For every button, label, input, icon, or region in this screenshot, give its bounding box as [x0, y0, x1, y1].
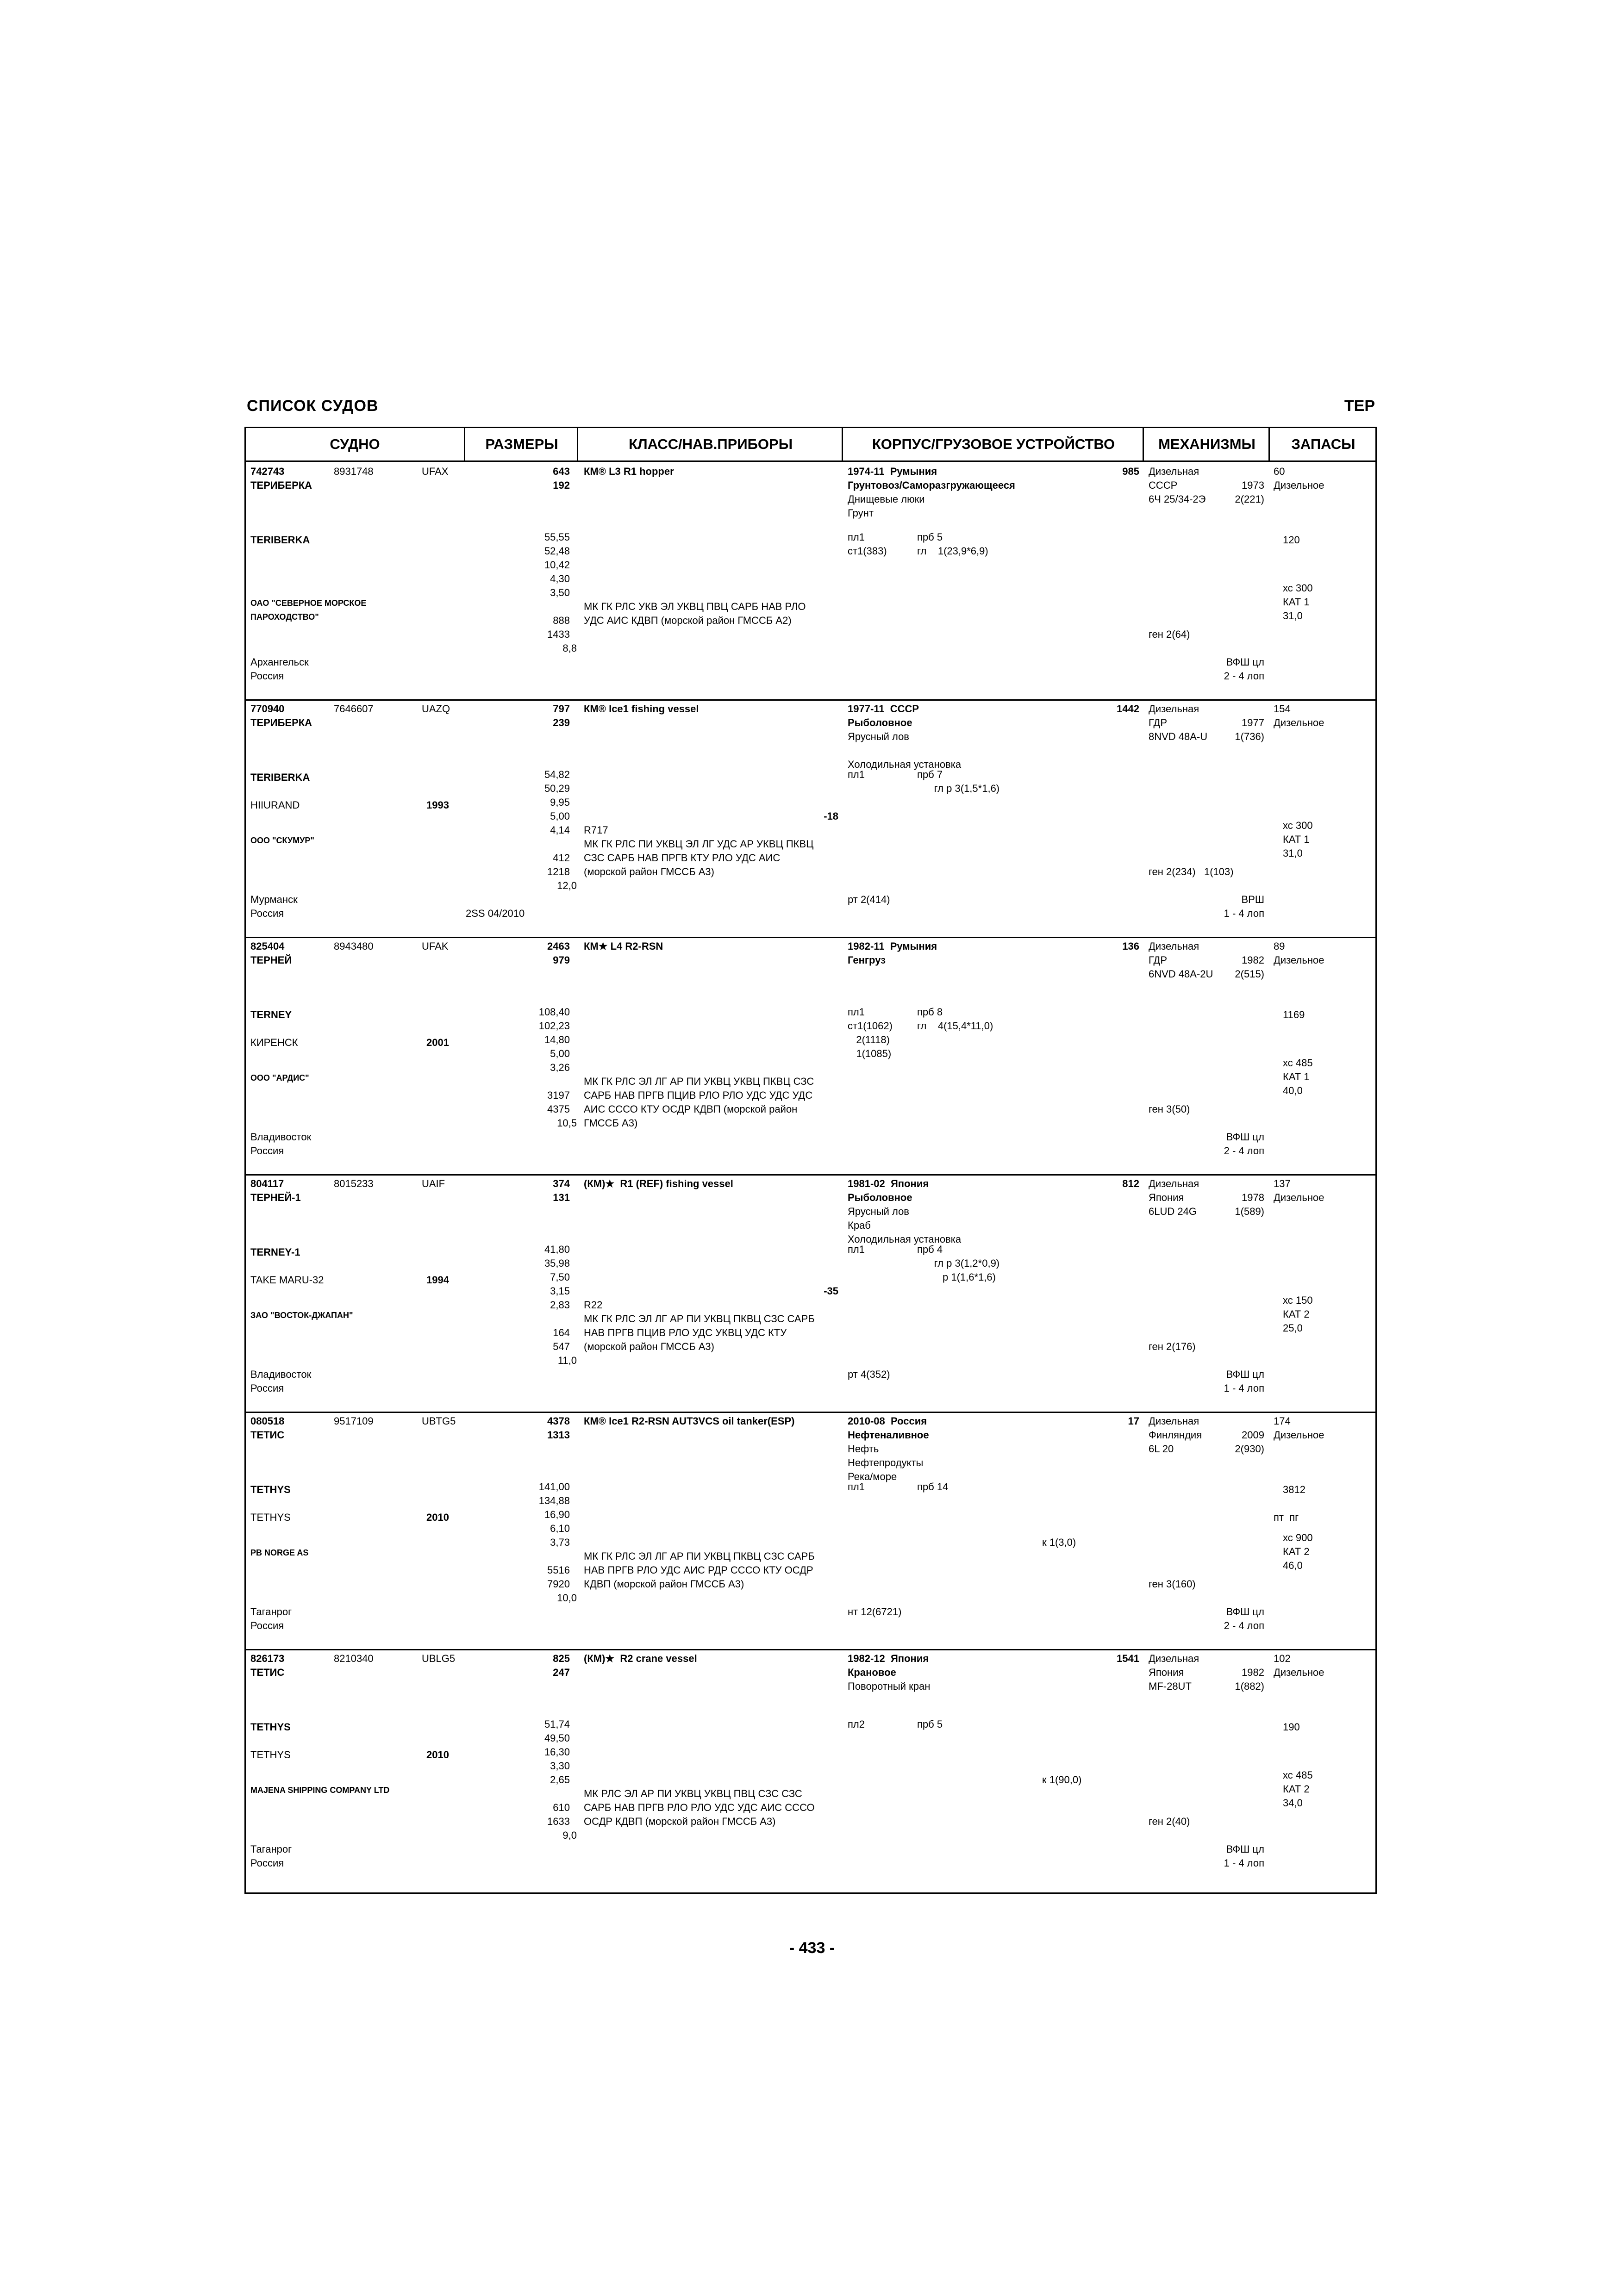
- flag: Россия: [250, 670, 284, 682]
- deadweight-value: 5516: [547, 1564, 570, 1576]
- dimension-value: 5,00: [550, 810, 570, 822]
- propeller: ВРШ: [1241, 894, 1264, 905]
- engine-power: 2(515): [1235, 968, 1264, 980]
- flag: Россия: [250, 1857, 284, 1869]
- nav-equipment: МК ГК РЛС ПИ УКВЦ ЭЛ ЛГ УДС АР УКВЦ ПКВЦ СЗС САРБ НАВ ПРГВ КТУ РЛО УДС АИС (морской район ГМССБ А3): [584, 838, 814, 877]
- fuel-stock: 154 Дизельное: [1274, 703, 1324, 728]
- deadweight-value: 610: [553, 1802, 570, 1813]
- builder-number: 136: [1122, 940, 1139, 952]
- engine-info: Дизельная Япония 6LUD 24G: [1149, 1178, 1199, 1217]
- imo-number: 8943480: [334, 940, 374, 952]
- engine-info: Дизельная Финляндия 6L 20: [1149, 1415, 1202, 1455]
- call-sign: UAIF: [422, 1178, 445, 1189]
- vessel-name-latin: TERIBERKA: [250, 772, 310, 783]
- dimension-value: 49,50: [544, 1732, 570, 1744]
- vessel-record: [246, 1174, 1375, 1413]
- engine-power: 1(736): [1235, 731, 1264, 742]
- crew-stock: хс 485 КАТ 2 34,0: [1283, 1769, 1313, 1809]
- stock-extra: пт пг: [1274, 1512, 1299, 1523]
- tank-capacity: рт 2(414): [848, 894, 890, 905]
- dimension-value: 5,00: [550, 1048, 570, 1059]
- engine-power: 2(930): [1235, 1443, 1264, 1455]
- former-name: TAKE MARU-32: [250, 1274, 324, 1286]
- former-name: TETHYS: [250, 1512, 291, 1523]
- builder-number: 1442: [1117, 703, 1139, 715]
- dimension-value: 102,23: [538, 1020, 570, 1032]
- owner: PB NORGE AS: [250, 1548, 309, 1557]
- dimension-value: 3,73: [550, 1537, 570, 1548]
- engine-info: Дизельная ГДР 6NVD 48A-2U: [1149, 940, 1213, 980]
- hull-type: Нефть: [848, 1443, 879, 1455]
- former-year: 1994: [426, 1274, 449, 1286]
- hatches: прб 7 гл р 3(1,5*1,6): [917, 769, 1000, 794]
- dimension-value: 6,10: [550, 1523, 570, 1534]
- engine-info: Дизельная ГДР 8NVD 48A-U: [1149, 703, 1208, 742]
- header-stock: ЗАПАСЫ: [1268, 428, 1377, 460]
- vessel-name-latin: TERIBERKA: [250, 534, 310, 546]
- crew-stock: хс 150 КАТ 2 25,0: [1283, 1294, 1313, 1334]
- vessel-name: ТЕТИС: [250, 1429, 285, 1441]
- nav-equipment: МК ГК РЛС ЭЛ ЛГ АР ПИ УКВЦ ПКВЦ СЗС САРБ НАВ ПРГВ РЛО УДС АИС РДР СССО КТУ ОСДР КДВП (морской район ГМССБ А3): [584, 1550, 815, 1590]
- reg-number: 826173: [250, 1653, 285, 1664]
- deadweight-value: 1433: [547, 628, 570, 640]
- speed-value: 10,0: [557, 1592, 577, 1604]
- call-sign: UAZQ: [422, 703, 450, 715]
- deadweight-value: 412: [553, 852, 570, 864]
- former-name: TETHYS: [250, 1749, 291, 1761]
- call-sign: UFAX: [422, 466, 449, 477]
- fuel-stock: 174 Дизельное: [1274, 1415, 1324, 1441]
- hull-type: Днищевые люки: [848, 493, 925, 505]
- hatches: прб 14: [917, 1481, 949, 1493]
- flag: Россия: [250, 1382, 284, 1394]
- generators: ген 2(64): [1149, 628, 1190, 640]
- vessel-name-latin: TETHYS: [250, 1484, 291, 1495]
- engine-power: 1(882): [1235, 1680, 1264, 1692]
- hull-type: Поворотный кран: [848, 1680, 931, 1692]
- former-year: 2010: [426, 1512, 449, 1523]
- speed-value: 8,8: [562, 642, 577, 654]
- home-port: Архангельск: [250, 656, 309, 668]
- vessel-record: [246, 1649, 1375, 1886]
- generators: ген 2(234) 1(103): [1149, 866, 1234, 877]
- header-vessel: СУДНО: [330, 436, 380, 452]
- vessel-record: [246, 937, 1375, 1176]
- propeller-blades: 1 - 4 лоп: [1224, 908, 1264, 919]
- vessel-name-latin: TERNEY-1: [250, 1246, 300, 1258]
- deadweight-value: 547: [553, 1341, 570, 1352]
- dimension-value: 4,14: [550, 824, 570, 836]
- engine-power: 1(589): [1235, 1206, 1264, 1217]
- vessel-record: [246, 699, 1375, 938]
- hatches: прб 5: [917, 1718, 943, 1730]
- dimension-value: 35,98: [544, 1257, 570, 1269]
- former-year: 2001: [426, 1037, 449, 1048]
- gross-tonnage: 825: [553, 1653, 570, 1664]
- propeller: ВФШ цл: [1226, 1369, 1264, 1380]
- ice-temperature: -35: [824, 1285, 838, 1297]
- engine-year: 1982: [1242, 1667, 1264, 1678]
- generators: ген 3(160): [1149, 1578, 1196, 1590]
- dimension-value: 4,30: [550, 573, 570, 585]
- crew-stock: хс 900 КАТ 2 46,0: [1283, 1532, 1313, 1571]
- ice-temperature: -18: [824, 810, 838, 822]
- hull-type: Нефтепродукты: [848, 1457, 924, 1468]
- crane-info: к 1(3,0): [1042, 1537, 1076, 1548]
- refrigerant: R717: [584, 824, 608, 836]
- dimension-value: 2,65: [550, 1774, 570, 1786]
- home-port: Таганрог: [250, 1843, 292, 1855]
- hull-type: Генгруз: [848, 954, 886, 966]
- propeller-blades: 2 - 4 лоп: [1224, 1145, 1264, 1157]
- engine-info: Дизельная Япония MF-28UT: [1149, 1653, 1199, 1692]
- imo-number: 7646607: [334, 703, 374, 715]
- propeller-blades: 2 - 4 лоп: [1224, 1620, 1264, 1631]
- speed-value: 11,0: [557, 1355, 577, 1366]
- net-tonnage: 131: [553, 1192, 570, 1203]
- decks-holds: пл2: [848, 1718, 865, 1730]
- gross-tonnage: 2463: [547, 940, 570, 952]
- header-mech: МЕХАНИЗМЫ: [1143, 428, 1270, 460]
- class-notation: (КМ)★ R2 crane vessel: [584, 1653, 697, 1664]
- dimension-value: 16,90: [544, 1509, 570, 1520]
- dimension-value: 3,15: [550, 1285, 570, 1297]
- class-notation: КМ® L3 R1 hopper: [584, 466, 674, 477]
- hull-type: Нефтеналивное: [848, 1429, 929, 1441]
- engine-year: 2009: [1242, 1429, 1264, 1441]
- net-tonnage: 247: [553, 1667, 570, 1678]
- reg-number: 825404: [250, 940, 285, 952]
- hull-type: Холодильная установка: [848, 759, 962, 770]
- engine-year: 1973: [1242, 479, 1264, 491]
- imo-number: 8015233: [334, 1178, 374, 1189]
- propeller: ВФШ цл: [1226, 1843, 1264, 1855]
- decks-holds: пл1: [848, 1244, 865, 1255]
- vessel-name: ТЕТИС: [250, 1667, 285, 1678]
- gross-tonnage: 374: [553, 1178, 570, 1189]
- reg-number: 804117: [250, 1178, 284, 1189]
- build-info: 1974-11 Румыния: [848, 466, 937, 477]
- fuel-stock: 60 Дизельное: [1274, 466, 1324, 491]
- builder-number: 985: [1122, 466, 1139, 477]
- former-year: 2010: [426, 1749, 449, 1761]
- vessel-name-latin: TERNEY: [250, 1009, 292, 1020]
- dimension-value: 108,40: [538, 1006, 570, 1018]
- build-info: 2010-08 Россия: [848, 1415, 927, 1427]
- nav-equipment: МК ГК РЛС УКВ ЭЛ УКВЦ ПВЦ САРБ НАВ РЛО УДС АИС КДВП (морской район ГМССБ А2): [584, 601, 806, 626]
- dimension-value: 3,26: [550, 1062, 570, 1073]
- build-info: 1977-11 СССР: [848, 703, 919, 715]
- dimension-value: 14,80: [544, 1034, 570, 1045]
- flag: Россия: [250, 908, 284, 919]
- nav-equipment: МК ГК РЛС ЭЛ ЛГ АР ПИ УКВЦ ПКВЦ СЗС САРБ НАВ ПРГВ ПЦИВ РЛО УДС УКВЦ УДС КТУ (морской район ГМССБ А3): [584, 1313, 815, 1352]
- engine-info: Дизельная СССР 6Ч 25/34-2Э: [1149, 466, 1206, 505]
- fuel-stock: 102 Дизельное: [1274, 1653, 1324, 1678]
- nav-equipment: МК ГК РЛС ЭЛ ЛГ АР ПИ УКВЦ УКВЦ ПКВЦ СЗС САРБ НАВ ПРГВ ПЦИВ РЛО РЛО УДС УДС УДС АИС СССО КТУ ОСДР КДВП (морской район ГМССБ А3): [584, 1076, 814, 1129]
- owner: ЗАО "ВОСТОК-ДЖАПАН": [250, 1311, 353, 1320]
- header-hull: КОРПУС/ГРУЗОВОЕ УСТРОЙСТВО: [842, 428, 1144, 460]
- owner: ООО "СКУМУР": [250, 836, 314, 845]
- class-notation: (КМ)★ R1 (REF) fishing vessel: [584, 1178, 733, 1189]
- flag: Россия: [250, 1620, 284, 1631]
- speed-value: 9,0: [562, 1829, 577, 1841]
- hatches: прб 8 гл 4(15,4*11,0): [917, 1006, 993, 1032]
- speed-value: 12,0: [557, 880, 577, 891]
- call-sign: UBLG5: [422, 1653, 456, 1664]
- former-name: КИРЕНСК: [250, 1037, 298, 1048]
- nav-equipment: МК РЛС ЭЛ АР ПИ УКВЦ УКВЦ ПВЦ СЗС СЗС САРБ НАВ ПРГВ РЛО РЛО УДС УДС АИС СССО ОСДР КДВП (морской район ГМССБ А3): [584, 1788, 815, 1827]
- generators: ген 2(176): [1149, 1341, 1196, 1352]
- hull-type: Рыболовное: [848, 717, 912, 728]
- speed-value: 10,5: [557, 1117, 577, 1129]
- reg-number: 770940: [250, 703, 285, 715]
- builder-number: 812: [1122, 1178, 1139, 1189]
- ship-table: [244, 427, 1377, 1894]
- builder-number: 1541: [1117, 1653, 1139, 1664]
- owner: ООО "АРДИС": [250, 1073, 309, 1083]
- tank-stock: 3812: [1283, 1484, 1305, 1495]
- build-info: 1982-12 Япония: [848, 1653, 929, 1664]
- propeller: ВФШ цл: [1226, 1131, 1264, 1143]
- hull-type: Краб: [848, 1220, 871, 1231]
- net-tonnage: 979: [553, 954, 570, 966]
- dimension-value: 51,74: [544, 1718, 570, 1730]
- survey-note: 2SS 04/2010: [466, 908, 525, 919]
- dimension-value: 41,80: [544, 1244, 570, 1255]
- dimension-value: 10,42: [544, 559, 570, 571]
- former-name: HIIURAND: [250, 799, 300, 811]
- dimension-value: 52,48: [544, 545, 570, 557]
- generators: ген 3(50): [1149, 1103, 1190, 1115]
- imo-number: 8931748: [334, 466, 374, 477]
- builder-number: 17: [1128, 1415, 1139, 1427]
- crane-info: к 1(90,0): [1042, 1774, 1082, 1786]
- dimension-value: 9,95: [550, 796, 570, 808]
- refrigerant: R22: [584, 1299, 603, 1311]
- build-info: 1982-11 Румыния: [848, 940, 937, 952]
- dimension-value: 7,50: [550, 1271, 570, 1283]
- reg-number: 742743: [250, 466, 285, 477]
- table-header: [246, 428, 1375, 462]
- vessel-record: [246, 1412, 1375, 1650]
- tank-stock: 120: [1283, 534, 1300, 546]
- deadweight-value: 1218: [547, 866, 570, 877]
- gross-tonnage: 643: [553, 466, 570, 477]
- decks-holds: пл1 ст1(1062) 2(1118) 1(1085): [848, 1006, 893, 1059]
- vessel-name: ТЕРИБЕРКА: [250, 479, 312, 491]
- crew-stock: хс 300 КАТ 1 31,0: [1283, 582, 1313, 622]
- dimension-value: 16,30: [544, 1746, 570, 1758]
- dimension-value: 141,00: [538, 1481, 570, 1493]
- dimension-value: 3,30: [550, 1760, 570, 1772]
- vessel-name: ТЕРНЕЙ: [250, 954, 292, 966]
- owner: MAJENA SHIPPING COMPANY LTD: [250, 1786, 390, 1795]
- class-notation: КМ★ L4 R2-RSN: [584, 940, 663, 952]
- former-year: 1993: [426, 799, 449, 811]
- dimension-value: 55,55: [544, 531, 570, 543]
- reg-number: 080518: [250, 1415, 285, 1427]
- hatches: прб 4 гл р 3(1,2*0,9) р 1(1,6*1,6): [917, 1244, 1000, 1283]
- deadweight-value: 164: [553, 1327, 570, 1338]
- tank-capacity: нт 12(6721): [848, 1606, 902, 1618]
- hull-type: Грунтовоз/Саморазгружающееся: [848, 479, 1015, 491]
- imo-number: 8210340: [334, 1653, 374, 1664]
- net-tonnage: 192: [553, 479, 570, 491]
- flag: Россия: [250, 1145, 284, 1157]
- dimension-value: 2,83: [550, 1299, 570, 1311]
- home-port: Владивосток: [250, 1131, 312, 1143]
- vessel-name: ТЕРНЕЙ-1: [250, 1192, 301, 1203]
- header-class: КЛАСС/НАВ.ПРИБОРЫ: [577, 428, 843, 460]
- crew-stock: хс 485 КАТ 1 40,0: [1283, 1057, 1313, 1096]
- gross-tonnage: 4378: [547, 1415, 570, 1427]
- call-sign: UFAK: [422, 940, 449, 952]
- deadweight-value: 7920: [547, 1578, 570, 1590]
- header-dims: РАЗМЕРЫ: [464, 428, 578, 460]
- page-title: СПИСОК СУДОВ: [247, 397, 379, 415]
- tank-stock: 1169: [1283, 1009, 1305, 1020]
- hatches: прб 5 гл 1(23,9*6,9): [917, 531, 988, 557]
- home-port: Мурманск: [250, 894, 298, 905]
- engine-year: 1978: [1242, 1192, 1264, 1203]
- hull-type: Ярусный лов: [848, 1206, 909, 1217]
- deadweight-value: 1633: [547, 1816, 570, 1827]
- decks-holds: пл1: [848, 769, 865, 780]
- imo-number: 9517109: [334, 1415, 374, 1427]
- engine-year: 1977: [1242, 717, 1264, 728]
- fuel-stock: 89 Дизельное: [1274, 940, 1324, 966]
- propeller-blades: 2 - 4 лоп: [1224, 670, 1264, 682]
- deadweight-value: 4375: [547, 1103, 570, 1115]
- engine-year: 1982: [1242, 954, 1264, 966]
- tank-stock: 190: [1283, 1721, 1300, 1733]
- hull-type: Крановое: [848, 1667, 896, 1678]
- net-tonnage: 1313: [547, 1429, 570, 1441]
- call-sign: UBTG5: [422, 1415, 456, 1427]
- gross-tonnage: 797: [553, 703, 570, 715]
- hull-type: Рыболовное: [848, 1192, 912, 1203]
- dimension-value: 134,88: [538, 1495, 570, 1506]
- deadweight-value: 888: [553, 615, 570, 626]
- page-number: - 433 -: [789, 1939, 835, 1957]
- deadweight-value: 3197: [547, 1089, 570, 1101]
- home-port: Таганрог: [250, 1606, 292, 1618]
- tank-capacity: рт 4(352): [848, 1369, 890, 1380]
- fuel-stock: 137 Дизельное: [1274, 1178, 1324, 1203]
- crew-stock: хс 300 КАТ 1 31,0: [1283, 820, 1313, 859]
- hull-type: Река/море: [848, 1471, 897, 1482]
- decks-holds: пл1 ст1(383): [848, 531, 887, 557]
- hull-type: Холодильная установка: [848, 1233, 962, 1245]
- vessel-name: ТЕРИБЕРКА: [250, 717, 312, 728]
- vessel-name-latin: TETHYS: [250, 1721, 291, 1733]
- propeller: ВФШ цл: [1226, 1606, 1264, 1618]
- decks-holds: пл1: [848, 1481, 865, 1493]
- hull-type: Грунт: [848, 507, 874, 519]
- owner: ОАО "СЕВЕРНОЕ МОРСКОЕ ПАРОХОДСТВО": [250, 598, 367, 622]
- vessel-record: [246, 462, 1375, 701]
- net-tonnage: 239: [553, 717, 570, 728]
- engine-power: 2(221): [1235, 493, 1264, 505]
- hull-type: Ярусный лов: [848, 731, 909, 742]
- class-notation: КМ® Ice1 fishing vessel: [584, 703, 699, 715]
- propeller-blades: 1 - 4 лоп: [1224, 1857, 1264, 1869]
- page-letter: ТЕР: [1344, 397, 1375, 415]
- dimension-value: 54,82: [544, 769, 570, 780]
- home-port: Владивосток: [250, 1369, 312, 1380]
- generators: ген 2(40): [1149, 1816, 1190, 1827]
- dimension-value: 50,29: [544, 783, 570, 794]
- propeller: ВФШ цл: [1226, 656, 1264, 668]
- build-info: 1981-02 Япония: [848, 1178, 929, 1189]
- class-notation: КМ® Ice1 R2-RSN AUT3VCS oil tanker(ESP): [584, 1415, 795, 1427]
- dimension-value: 3,50: [550, 587, 570, 598]
- propeller-blades: 1 - 4 лоп: [1224, 1382, 1264, 1394]
